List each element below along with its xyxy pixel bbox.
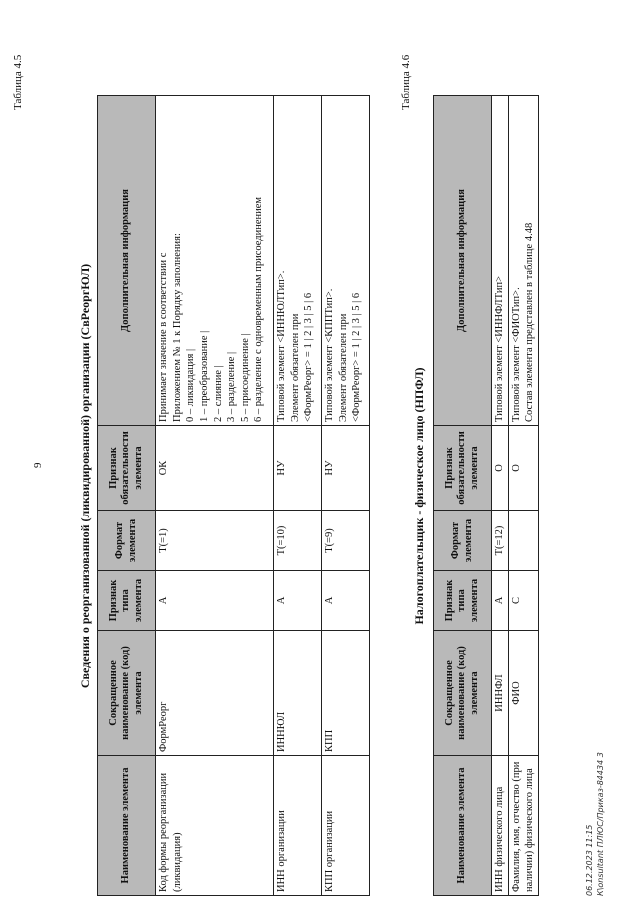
- table-row: [156, 96, 274, 896]
- info-line: Элемент обязателен при: [337, 313, 349, 422]
- info-line: <ФормРеорг> = 1 | 2 | 3 | 5 | 6: [351, 292, 363, 422]
- cell-additional-info: [156, 96, 274, 426]
- info-line: 3 – разделение |: [226, 351, 238, 422]
- info-line: Элемент обязателен при: [289, 313, 301, 422]
- cell-element-required: ОК: [156, 426, 274, 511]
- column-header: Признак типа элемента: [434, 571, 492, 631]
- cell-element-code: ИННЮЛ: [274, 631, 322, 756]
- info-line: 5 – присоединение |: [239, 333, 251, 422]
- footer-source: К\onsultant ПЛЮС/Приказ-84434 3: [596, 752, 606, 896]
- column-header: Дополнительная информация: [434, 96, 492, 426]
- info-line: Принимает значение в соответствии с: [158, 252, 169, 422]
- table-title-4-6: Налогоплательщик - физическое лицо (НПФЛ): [412, 367, 426, 625]
- info-line: Типовой элемент <ФИОТип>.: [510, 287, 522, 422]
- info-line: 1 – преобразование |: [198, 330, 210, 422]
- table-header-row: [434, 96, 492, 896]
- cell-additional-info: [508, 96, 538, 426]
- cell-element-format: [508, 511, 538, 571]
- column-header: Признак обязательности элемента: [434, 426, 492, 511]
- cell-element-type: А: [274, 571, 322, 631]
- info-line: Состав элемента представлен в таблице 4.48: [524, 222, 536, 422]
- page-number: 9: [32, 462, 44, 468]
- table-title-4-5: Сведения о реорганизованной (ликвидированной) организации (СвРеоргЮЛ): [78, 263, 92, 689]
- table-label-4-6: Таблица 4.6: [400, 54, 412, 110]
- cell-element-code: КПП: [322, 631, 370, 756]
- table-row: [492, 96, 509, 896]
- cell-element-format: T(=1): [156, 511, 274, 571]
- table-label-4-5: Таблица 4.5: [12, 54, 24, 110]
- cell-element-type: А: [322, 571, 370, 631]
- table-row: [274, 96, 322, 896]
- column-header: Признак обязательности элемента: [98, 426, 156, 511]
- cell-element-required: О: [492, 426, 509, 511]
- cell-element-name: КПП организации: [322, 756, 370, 896]
- info-line: 2 – слияние |: [212, 365, 224, 422]
- table-4-5: [97, 95, 370, 896]
- cell-element-type: А: [492, 571, 509, 631]
- info-line: <ФормРеорг> = 1 | 2 | 3 | 5 | 6: [303, 292, 315, 422]
- cell-element-code: ФормРеорг: [156, 631, 274, 756]
- table-header-row: [98, 96, 156, 896]
- cell-element-format: T(=9): [322, 511, 370, 571]
- table-row: [322, 96, 370, 896]
- column-header: Формат элемента: [98, 511, 156, 571]
- cell-element-type: А: [156, 571, 274, 631]
- info-line: Типовой элемент <ИННЮЛТип>.: [276, 270, 287, 422]
- cell-element-name: Код формы реорганизации (ликвидация): [156, 756, 274, 896]
- column-header: Дополнительная информация: [98, 96, 156, 426]
- cell-additional-info: [322, 96, 370, 426]
- cell-element-required: О: [508, 426, 538, 511]
- column-header: Формат элемента: [434, 511, 492, 571]
- info-line: Типовой элемент <ИННФЛТип>: [494, 276, 505, 422]
- column-header: Сокращенное наименование (код) элемента: [434, 631, 492, 756]
- info-line: 0 – ликвидация |: [185, 348, 197, 422]
- cell-additional-info: [492, 96, 509, 426]
- cell-element-format: T(=12): [492, 511, 509, 571]
- column-header: Признак типа элемента: [98, 571, 156, 631]
- cell-element-name: ИНН организации: [274, 756, 322, 896]
- column-header: Сокращенное наименование (код) элемента: [98, 631, 156, 756]
- info-line: 6 – разделение с одновременным присоединением: [253, 196, 265, 422]
- cell-element-name: Фамилия, имя, отчество (при наличии) физического лица: [508, 756, 538, 896]
- info-line: Типовой элемент <КППТип>.: [324, 288, 335, 422]
- footer-stamp: [584, 752, 606, 896]
- table-row: [508, 96, 538, 896]
- table-4-6: [433, 95, 539, 896]
- cell-element-code: ИННФЛ: [492, 631, 509, 756]
- column-header: Наименование элемента: [98, 756, 156, 896]
- cell-element-name: ИНН физического лица: [492, 756, 509, 896]
- cell-element-required: НУ: [274, 426, 322, 511]
- info-line: Приложением № 1 к Порядку заполнения:: [171, 233, 183, 422]
- cell-element-code: ФИО: [508, 631, 538, 756]
- column-header: Наименование элемента: [434, 756, 492, 896]
- cell-element-required: НУ: [322, 426, 370, 511]
- cell-element-format: T(=10): [274, 511, 322, 571]
- footer-date: 06.12.2023 11:15: [585, 824, 594, 896]
- cell-element-type: С: [508, 571, 538, 631]
- cell-additional-info: [274, 96, 322, 426]
